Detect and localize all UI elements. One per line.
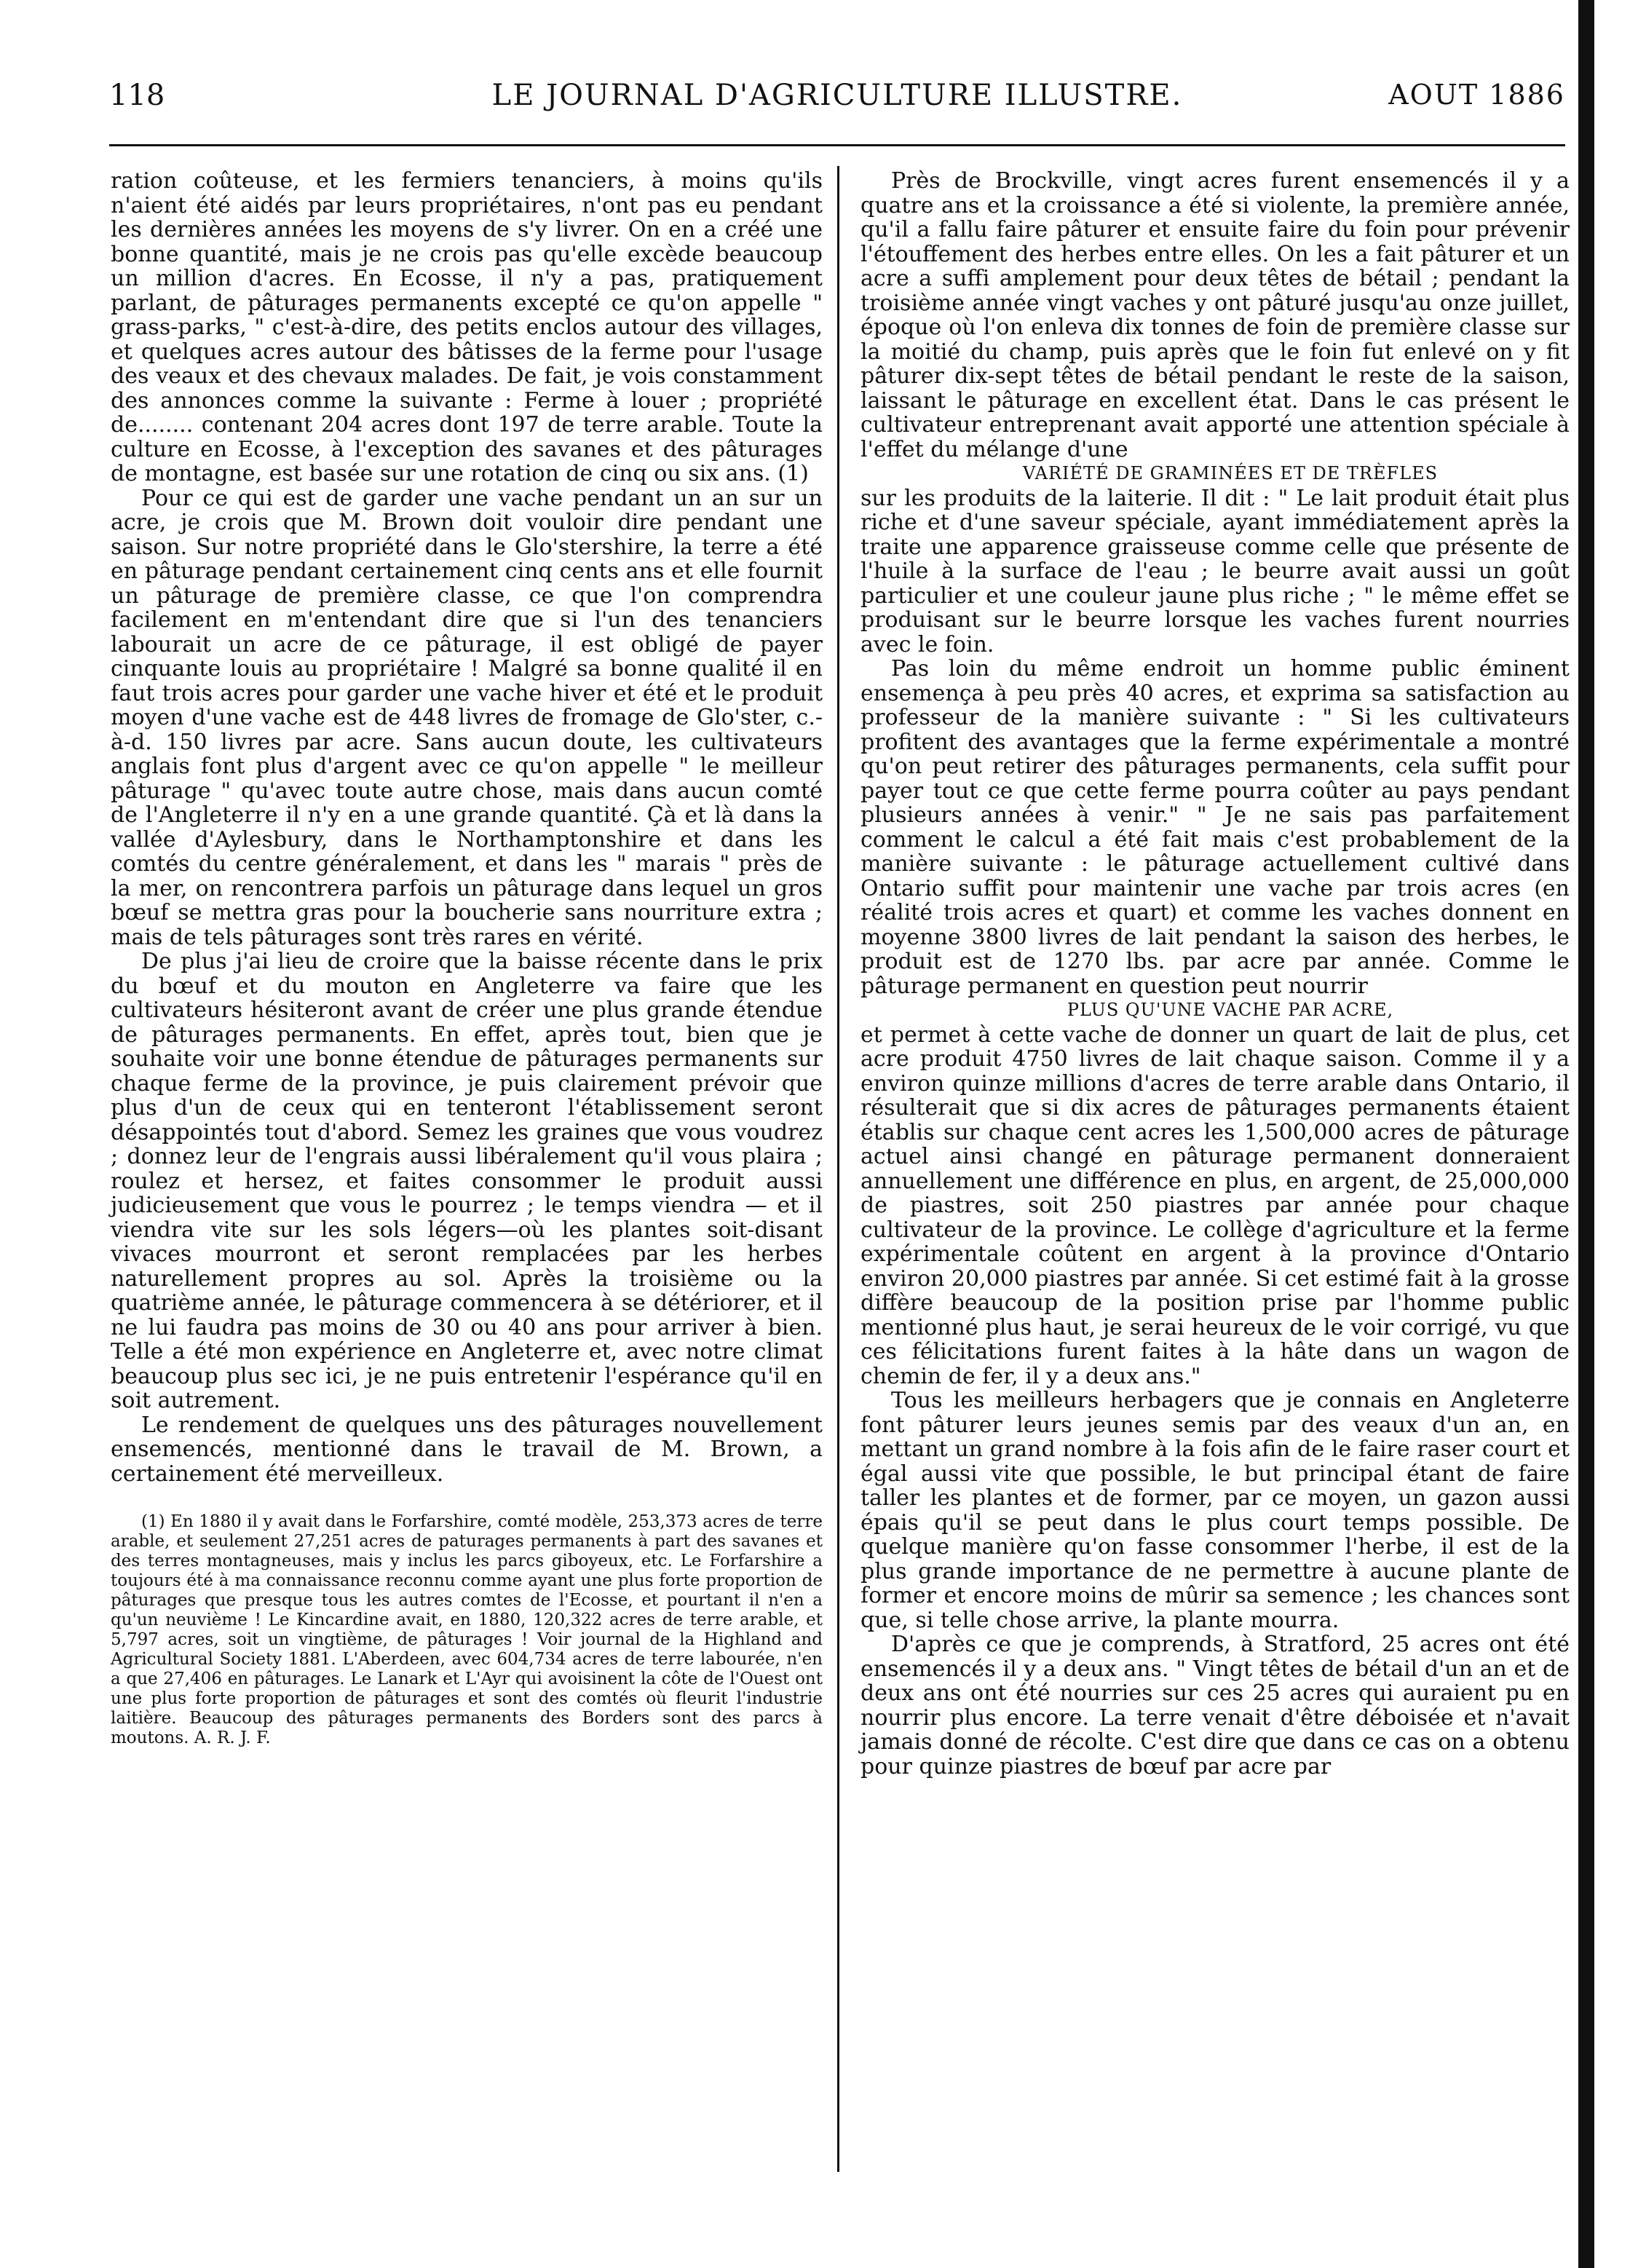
paragraph: Pas loin du même endroit un homme public éminent ensemença à peu près 40 acres, et exprima sa satisfaction au professeur de la manière suivante : " Si les cultivateurs profitent des avantages que la ferme expérimentale a montré qu'on peut retirer des pâturages permanents, cela suffit pour payer tout ce que cette ferme pourra coûter au pays pendant plusieurs années à venir." " Je ne sais pas parfaitement comment le calcul a été fait mais c'est probablement de la manière suivante : le pâturage actuellement cultivé dans Ontario suffit pour maintenir une vache par trois acres (en réalité trois acres et quart) et comme les vaches donnent en moyenne 3800 livres de lait pendant la saison des herbes, le produit est de 1270 lbs. par acre par année. Comme le pâturage permanent en question peut nourrir xyxy=(860,656,1570,999)
paragraph: Pour ce qui est de garder une vache pendant un an sur un acre, je crois que M. Brown doit vouloir dire pendant une saison. Sur notre propriété dans le Glo'stershire, la terre a été en pâturage pendant certainement cinq cents ans et elle fournit un pâturage de première classe, ce que l'on comprendra facilement en m'entendant dire que si l'un des tenanciers labourait un acre de ce pâturage, il est obligé de payer cinquante louis au propriétaire ! Malgré sa bonne qualité il en faut trois acres pour garder une vache hiver et été et le produit moyen d'une vache est de 448 livres de fromage de Glo'ster, c.-à-d. 150 livres par acre. Sans aucun doute, les cultivateurs anglais font plus d'argent avec ce qu'on appelle " le meilleur pâturage " qu'avec toute autre chose, mais dans aucun comté de l'Angleterre il n'y en a une grande quantité. Çà et là dans la vallée d'Aylesbury, dans le Northamptonshire et dans les comtés du centre généralement, et dans les " marais " près de la mer, on rencontrera parfois un pâturage dans lequel un gros bœuf se mettra gras pour la boucherie sans nourriture extra ; mais de tels pâturages sont très rares en vérité. xyxy=(111,485,823,950)
footnote: (1) En 1880 il y avait dans le Forfarshire, comté modèle, 253,373 acres de terre arable, et seulement 27,251 acres de paturages permanents à part des savanes et des terres montagneuses, mais y inclus les parcs giboyeux, etc. Le Forfarshire a toujours été à ma connaissance reconnu comme ayant une plus forte proportion de pâturages que presque tous les autres comtes de l'Ecosse, et pourtant il n'en a qu'un neuvième ! Le Kincardine avait, en 1880, 120,322 acres de terre arable, et 5,797 acres, soit un vingtième, de pâturages ! Voir journal de la Highland and Agricultural Society 1881. L'Aberdeen, avec 604,734 acres de terre labourée, n'en a que 27,406 en pâturages. Le Lanark et L'Ayr qui avoisinent la côte de l'Ouest ont une plus forte proportion de pâturages et sont des comtés où fleurit l'industrie laitière. Beaucoup des pâturages permanents des Borders sont des parcs à moutons. A. R. J. F. xyxy=(111,1512,823,1747)
paragraph: Près de Brockville, vingt acres furent ensemencés il y a quatre ans et la croissance a été si violente, la première année, qu'il a fallu faire pâturer et ensuite faire du foin pour prévenir l'étouffement des herbes entre elles. On les a fait pâturer et un acre a suffi amplement pour deux têtes de bétail ; pendant la troisième année vingt vaches y ont pâturé jusqu'au onze juillet, époque où l'on enleva dix tonnes de foin de première classe sur la moitié du champ, puis après que le foin fut enlevé on y fit pâturer dix-sept têtes de bétail pendant le reste de la saison, laissant le pâturage en excellent état. Dans le cas présent le cultivateur entreprenant avait apporté une attention spéciale à l'effet du mélange d'une xyxy=(860,168,1570,462)
paragraph: ration coûteuse, et les fermiers tenanciers, à moins qu'ils n'aient été aidés par leurs propriétaires, n'ont pas eu pendant les dernières années les moyens de s'y livrer. On en a créé une bonne quantité, mais je ne crois pas qu'elle excède beaucoup un million d'acres. En Ecosse, il n'y a pas, pratiquement parlant, de pâturages permanents excepté ce qu'on appelle " grass-parks, " c'est-à-dire, des petits enclos autour des villages, et quelques acres autour des bâtisses de la ferme pour l'usage des veaux et des chevaux malades. De fait, je vois constamment des annonces comme la suivante : Ferme à louer ; propriété de........ contenant 204 acres dont 197 de terre arable. Toute la culture en Ecosse, à l'exception des savanes et des pâturages de montagne, est basée sur une rotation de cinq ou six ans. (1) xyxy=(111,168,823,486)
paragraph: De plus j'ai lieu de croire que la baisse récente dans le prix du bœuf et du mouton en Angleterre va faire que les cultivateurs hésiteront avant de créer une plus grande étendue de pâturages permanents. En effet, après tout, bien que je souhaite voir une bonne étendue de pâturages permanents sur chaque ferme de la province, je puis clairement prévoir que plus d'un de ceux qui en tenteront l'établissement seront désappointés tout d'abord. Semez les graines que vous voudrez ; donnez leur de l'engrais aussi libéralement qu'il vous plaira ; roulez et hersez, et faites consommer le produit aussi judicieusement que vous le pourrez ; le temps viendra — et il viendra vite sur les sols légers—où les plantes soit-disant vivaces mourront et seront remplacées par les herbes naturellement propres au sol. Après la troisième ou la quatrième année, le pâturage commencera à se détériorer, et il ne lui faudra pas moins de 30 ou 40 ans pour arriver à bien. Telle a été mon expérience en Angleterre et, avec notre climat beaucoup plus sec ici, je ne puis entretenir l'espérance qu'il en soit autrement. xyxy=(111,949,823,1413)
page-header xyxy=(109,79,1565,130)
scan-edge xyxy=(1578,0,1594,2268)
subheading: VARIÉTÉ DE GRAMINÉES ET DE TRÈFLES xyxy=(1022,463,1439,483)
paragraph: Tous les meilleurs herbagers que je connais en Angleterre font pâturer leurs jeunes semis par des veaux d'un an, en mettant un grand nombre à la fois afin de le faire raser court et égal aussi vite que possible, le but principal étant de faire taller les plantes et de former, par ce moyen, un gazon aussi épais qu'il se peut dans le plus court temps possible. De quelque manière qu'on fasse consommer l'herbe, il est de la plus grande importance de ne permettre à aucune plante de former et encore moins de mûrir sa semence ; les chances sont que, si telle chose arrive, la plante mourra. xyxy=(860,1388,1570,1633)
subheading: PLUS QU'UNE VACHE PAR ACRE, xyxy=(1067,1000,1394,1020)
right-column xyxy=(860,169,1570,1779)
page-number: 118 xyxy=(109,79,165,112)
paragraph: sur les produits de la laiterie. Il dit : " Le lait produit était plus riche et d'une saveur spéciale, ayant immédiatement après la traite une apparence graisseuse comme celle que présente de l'huile à la surface de l'eau ; le beurre avait aussi un goût particulier et une couleur jaune plus riche ; " le même effet se produisant sur le beurre lorsque les vaches furent nourries avec le foin. xyxy=(860,485,1570,657)
journal-title: LE JOURNAL D'AGRICULTURE ILLUSTRE. xyxy=(491,79,1183,112)
issue-date: AOUT 1886 xyxy=(1388,79,1565,111)
column-divider xyxy=(837,166,839,2172)
paragraph: Le rendement de quelques uns des pâturages nouvellement ensemencés, mentionné dans le travail de M. Brown, a certainement été merveilleux. xyxy=(111,1412,823,1487)
paragraph: D'après ce que je comprends, à Stratford, 25 acres ont été ensemencés il y a deux ans. " Vingt têtes de bétail d'un an et de deux ans ont été nourries sur ces 25 acres qui auraient pu en nourrir plus encore. La terre venait d'être déboisée et n'avait jamais donné de récolte. C'est dire que dans ce cas on a obtenu pour quinze piastres de bœuf par acre par xyxy=(860,1632,1570,1779)
left-column xyxy=(111,169,823,1748)
paragraph: et permet à cette vache de donner un quart de lait de plus, cet acre produit 4750 livres de lait chaque saison. Comme il y a environ quinze millions d'acres de terre arable dans Ontario, il résulterait que si dix acres de pâturages permanents étaient établis sur chaque cent acres les 1,500,000 acres de pâturage actuel ainsi changé en pâturage permanent donneraient annuellement une différence en plus, en argent, de 25,000,000 de piastres, soit 250 piastres par année pour chaque cultivateur de la province. Le collège d'agriculture et la ferme expérimentale coûtent en argent à la province d'Ontario environ 20,000 piastres par année. Si cet estimé fait à la grosse diffère beaucoup de la position prise par l'homme public mentionné plus haut, je serai heureux de le voir corrigé, vu que ces félicitations furent faites à la hâte dans un wagon de chemin de fer, il y a deux ans." xyxy=(860,1022,1570,1389)
header-rule xyxy=(109,144,1565,146)
